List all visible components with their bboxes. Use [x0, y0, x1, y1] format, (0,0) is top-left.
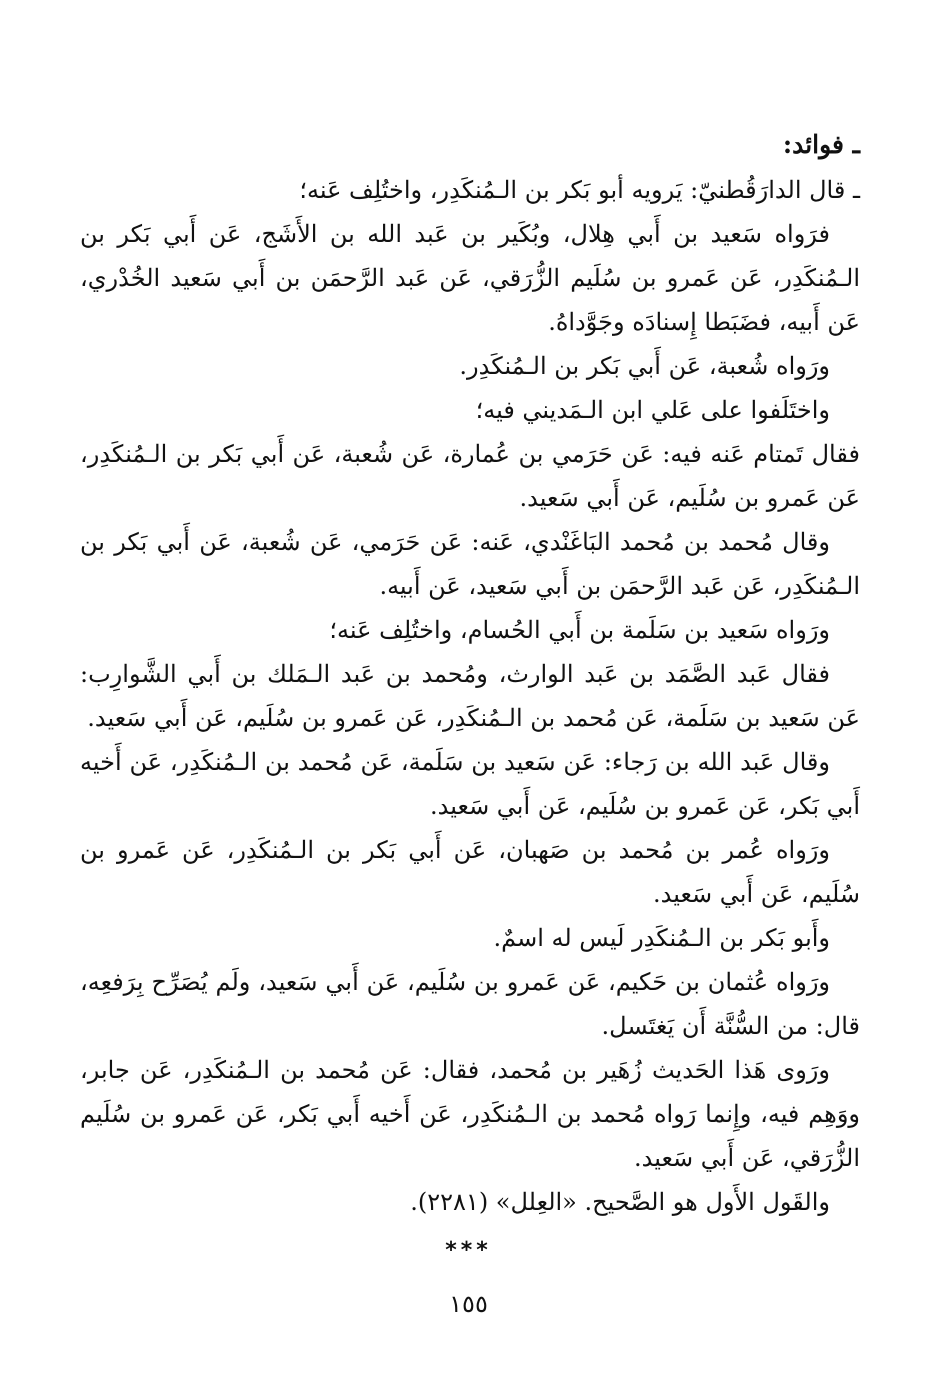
section-heading: ـ فوائد: [782, 130, 860, 159]
paragraph-conclusion: والقَول الأَول هو الصَّحيح. «العِلل» (٢٢٨١). [410, 1188, 830, 1216]
page-number: ١٥٥ [449, 1290, 488, 1318]
paragraph: فرَواه سَعيد بن أَبي هِلال، وبُكَير بن عَبد الله بن الأَشَج، عَن أَبي بَكر بن الـمُنكَدِر، عَن عَمرو بن سُلَيم الزُّرَقي، عَن عَبد الرَّحمَن بن أَبي سَعيد الخُدْري، عَن أَبيه، فضَبَطا إِسنادَه وجَوَّداهُ. [80, 220, 860, 336]
paragraph: ورَواه شُعبة، عَن أَبي بَكر بن الـمُنكَدِر. [459, 352, 830, 380]
paragraph: ورَواه عُمر بن مُحمد بن صَهبان، عَن أَبي بَكر بن الـمُنكَدِر، عَن عَمرو بن سُلَيم، عَن أَبي سَعيد. [80, 836, 860, 908]
paragraph: ورَوى هَذا الحَديث زُهَير بن مُحمد، فقال: عَن مُحمد بن الـمُنكَدِر، عَن جابر، ووَهِم فيه، وإِنما رَواه مُحمد بن الـمُنكَدِر، عَن أَخيه أَبي بَكر، عَن عَمرو بن سُلَيم الزُّرَقي، عَن أَبي سَعيد. [80, 1056, 860, 1172]
paragraph: وأَبو بَكر بن الـمُنكَدِر لَيس له اسمٌ. [493, 924, 830, 952]
paragraph: ورَواه عُثمان بن حَكيم، عَن عَمرو بن سُلَيم، عَن أَبي سَعيد، ولَم يُصَرِّح بِرَفعِه، قال: من السُّنَّة أَن يَغتَسل. [80, 968, 860, 1040]
section-separator: *** [445, 1238, 492, 1263]
paragraph: فقال تَمتام عَنه فيه: عَن حَرَمي بن عُمارة، عَن شُعبة، عَن أَبي بَكر بن الـمُنكَدِر، عَن عَمرو بن سُلَيم، عَن أَبي سَعيد. [80, 440, 860, 512]
body-text [80, 122, 860, 1224]
paragraph: واختَلَفوا على عَلي ابن الـمَديني فيه؛ [475, 396, 830, 424]
paragraph: وقال مُحمد بن مُحمد البَاغَنْدي، عَنه: عَن حَرَمي، عَن شُعبة، عَن أَبي بَكر بن الـمُنكَدِر، عَن عَبد الرَّحمَن بن أَبي سَعيد، عَن أَبيه. [80, 528, 860, 600]
paragraph: فقال عَبد الصَّمَد بن عَبد الوارث، ومُحمد بن عَبد الـمَلك بن أَبي الشَّوارِب: عَن سَعيد بن سَلَمة، عَن مُحمد بن الـمُنكَدِر، عَن عَمرو بن سُلَيم، عَن أَبي سَعيد. [80, 660, 860, 732]
paragraph: ورَواه سَعيد بن سَلَمة بن أَبي الحُسام، واختُلِف عَنه؛ [329, 616, 830, 644]
paragraph-daraqutni-intro: ـ قال الدارَقُطنيّ: يَرويه أبو بَكر بن الـمُنكَدِر، واختُلِف عَنه؛ [299, 176, 860, 204]
paragraph: وقال عَبد الله بن رَجاء: عَن سَعيد بن سَلَمة، عَن مُحمد بن الـمُنكَدِر، عَن أَخيه أَبي بَكر، عَن عَمرو بن سُلَيم، عَن أَبي سَعيد. [80, 748, 860, 820]
